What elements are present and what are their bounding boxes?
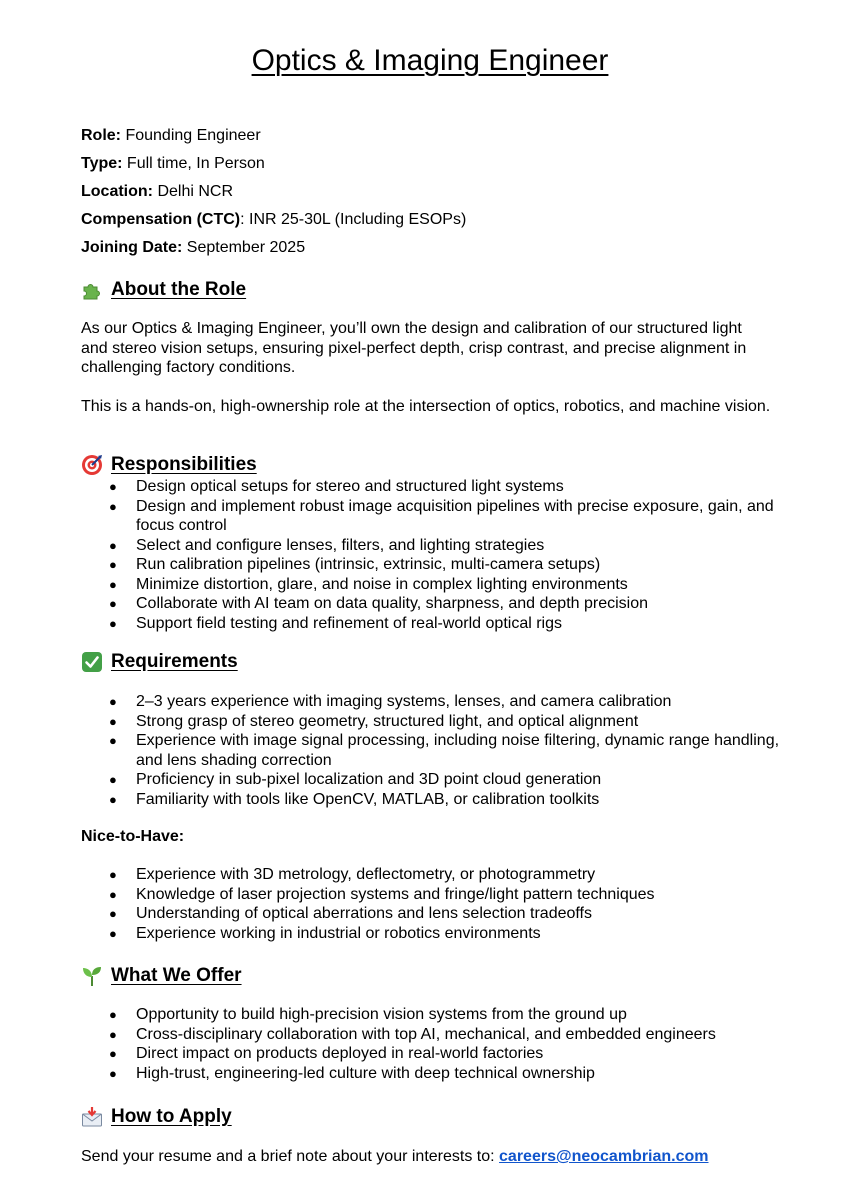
section-heading-text: What We Offer (111, 965, 242, 986)
meta-value: Founding Engineer (121, 127, 261, 144)
nice-to-have-heading: Nice-to-Have: (81, 828, 185, 845)
list-item: ● Strong grasp of stereo geometry, structured light, and optical alignment (81, 712, 781, 732)
meta-label: Joining Date: (81, 239, 183, 256)
list-item: ● Minimize distortion, glare, and noise in complex lighting environments (81, 575, 781, 595)
meta-value: : INR 25-30L (Including ESOPs) (240, 211, 467, 228)
list-item: ● Cross-disciplinary collaboration with top AI, mechanical, and embedded engineers (81, 1025, 781, 1045)
page-title: Optics & Imaging Engineer (251, 44, 609, 77)
section-heading-about (81, 277, 246, 303)
meta-value: Full time, In Person (122, 155, 265, 172)
list-item: ● Experience working in industrial or robotics environments (81, 924, 781, 944)
list-item: ● High-trust, engineering-led culture with deep technical ownership (81, 1064, 781, 1084)
meta-compensation (81, 208, 466, 236)
meta-label: Role: (81, 127, 121, 144)
section-heading-offer (81, 963, 242, 989)
section-heading-text: About the Role (111, 279, 247, 300)
list-item: ● Design optical setups for stereo and structured light systems (81, 477, 781, 497)
puzzle-icon (81, 279, 103, 301)
list-item: ● Opportunity to build high-precision vision systems from the ground up (81, 1005, 781, 1025)
apply-email-link[interactable]: careers@neocambrian.com (499, 1148, 709, 1165)
list-item: ● Experience with image signal processing, including noise filtering, dynamic range handling, and lens shading correction (81, 731, 781, 770)
section-heading-text: Responsibilities (111, 454, 257, 475)
checkmark-icon (81, 651, 103, 673)
meta-label: Compensation (CTC) (81, 211, 241, 228)
meta-value: Delhi NCR (153, 183, 234, 200)
envelope-icon (81, 1106, 103, 1128)
meta-label: Type: (81, 155, 123, 172)
nice-to-have-list (81, 865, 781, 943)
section-heading-requirements (81, 649, 238, 675)
meta-location (81, 180, 466, 208)
responsibilities-list (81, 477, 781, 633)
apply-instructions (81, 1146, 709, 1168)
target-icon (81, 454, 103, 476)
about-paragraph: As our Optics & Imaging Engineer, you’ll own the design and calibration of our structured light and stereo vision setups, ensuring pixel-perfect depth, crisp contrast, and precise alignment in challenging factory conditions. (81, 320, 751, 376)
about-paragraph: This is a hands-on, high-ownership role at the intersection of optics, robotics, and machine vision. (81, 398, 771, 415)
list-item: ● Familiarity with tools like OpenCV, MATLAB, or calibration toolkits (81, 790, 781, 810)
job-meta (81, 124, 466, 264)
list-item: ● Proficiency in sub-pixel localization and 3D point cloud generation (81, 770, 781, 790)
list-item: ● Experience with 3D metrology, deflectometry, or photogrammetry (81, 865, 781, 885)
apply-text: Send your resume and a brief note about your interests to: (81, 1148, 500, 1165)
list-item: ● Run calibration pipelines (intrinsic, extrinsic, multi-camera setups) (81, 555, 781, 575)
list-item: ● Understanding of optical aberrations and lens selection tradeoffs (81, 904, 781, 924)
list-item: ● Design and implement robust image acquisition pipelines with precise exposure, gain, and focus control (81, 497, 781, 536)
offer-list (81, 1005, 781, 1083)
section-heading-text: How to Apply (111, 1106, 232, 1127)
meta-label: Location: (81, 183, 153, 200)
list-item: ● Knowledge of laser projection systems and fringe/light pattern techniques (81, 885, 781, 905)
list-item: ● Collaborate with AI team on data quality, sharpness, and depth precision (81, 594, 781, 614)
section-heading-responsibilities (81, 452, 257, 478)
seedling-icon (81, 965, 103, 987)
meta-type (81, 152, 466, 180)
section-heading-text: Requirements (111, 651, 238, 672)
meta-joining-date (81, 236, 466, 264)
meta-role (81, 124, 466, 152)
list-item: ● 2–3 years experience with imaging systems, lenses, and camera calibration (81, 692, 781, 712)
list-item: ● Direct impact on products deployed in real-world factories (81, 1044, 781, 1064)
meta-value: September 2025 (182, 239, 306, 256)
list-item: ● Support field testing and refinement of real-world optical rigs (81, 614, 781, 634)
section-heading-apply (81, 1104, 232, 1130)
requirements-list (81, 692, 781, 809)
list-item: ● Select and configure lenses, filters, and lighting strategies (81, 536, 781, 556)
